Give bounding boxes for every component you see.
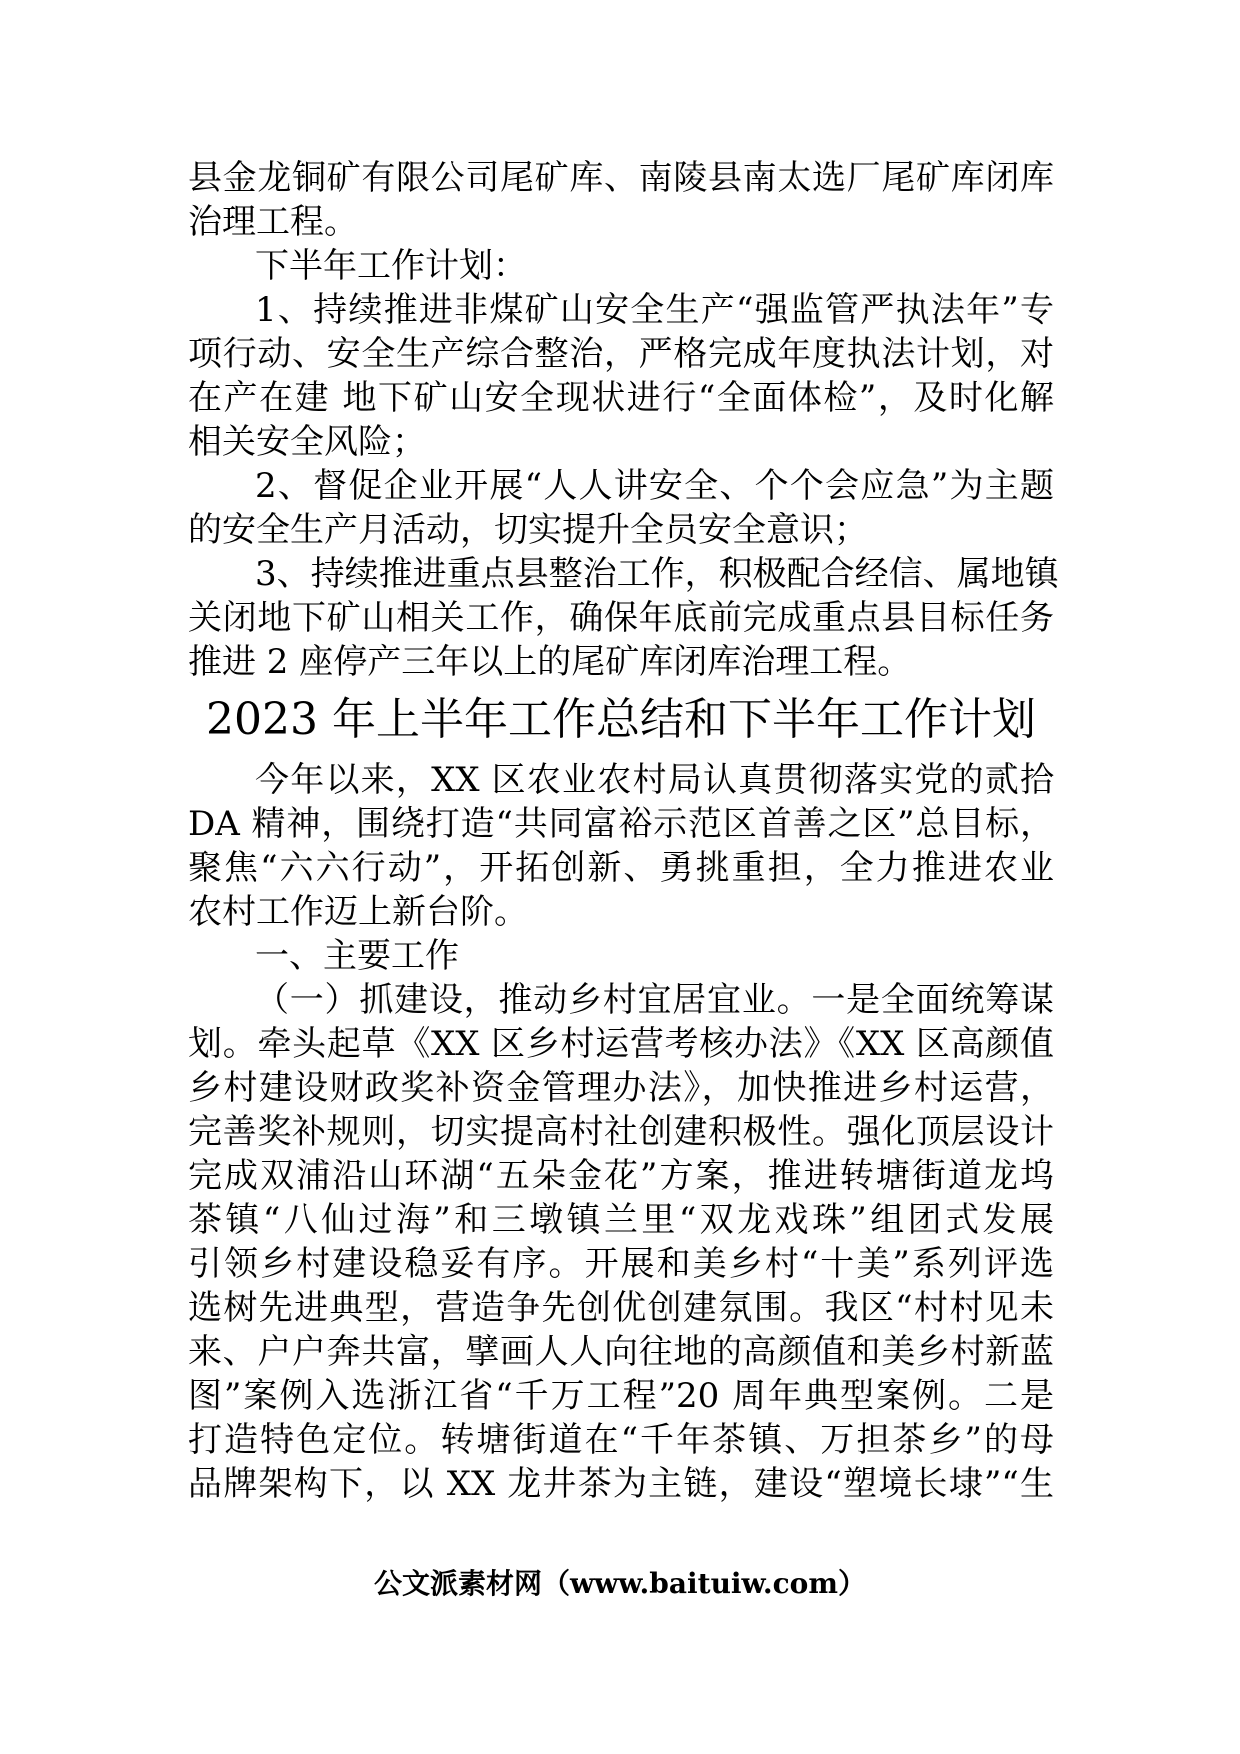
paragraph-line: 推进 2 座停产三年以上的尾矿库闭库治理工程。 (188, 642, 912, 682)
paragraph-line: DA 精神，围绕打造“共同富裕示范区首善之区”总目标， (188, 804, 1054, 844)
paragraph-line: 项行动、安全生产综合整治，严格完成年度执法计划，对 (188, 334, 1054, 374)
paragraph-line: 的安全生产月活动，切实提升全员安全意识； (188, 510, 868, 550)
paragraph-line: 打造特色定位。转塘街道在“千年茶镇、万担茶乡”的母 (188, 1420, 1054, 1460)
paragraph-line: 县金龙铜矿有限公司尾矿库、南陵县南太选厂尾矿库闭库 (188, 158, 1054, 198)
paragraph-line: 农村工作迈上新台阶。 (188, 892, 528, 932)
paragraph-line: 完成双浦沿山环湖“五朵金花”方案，推进转塘街道龙坞 (188, 1156, 1054, 1196)
paragraph-line: 品牌架构下，以 XX 龙井茶为主链，建设“塑境长埭”“生 (188, 1464, 1054, 1504)
paragraph-line: 在产在建 地下矿山安全现状进行“全面体检”，及时化解 (188, 378, 1054, 418)
paragraph-line: 完善奖补规则，切实提高村社创建积极性。强化顶层设计 (188, 1112, 1054, 1152)
article-title: 2023 年上半年工作总结和下半年工作计划 (206, 694, 1036, 745)
paragraph-line: （一）抓建设，推动乡村宜居宜业。一是全面统筹谋 (255, 980, 1054, 1020)
paragraph-line: 聚焦“六六行动”，开拓创新、勇挑重担，全力推进农业 (188, 848, 1054, 888)
paragraph-line: 相关安全风险； (188, 422, 426, 462)
paragraph-line: 2、督促企业开展“人人讲安全、个个会应急”为主题 (255, 466, 1054, 506)
footer-source: 公文派素材网（www.baituiw.com） (374, 1567, 866, 1600)
paragraph-line: 乡村建设财政奖补资金管理办法》，加快推进乡村运营， (188, 1068, 1054, 1108)
paragraph-line: 关闭地下矿山相关工作，确保年底前完成重点县目标任务 (188, 598, 1054, 638)
section-heading: 一、主要工作 (255, 936, 459, 976)
paragraph-line: 治理工程。 (188, 202, 358, 242)
paragraph-line: 划。牵头起草《XX 区乡村运营考核办法》《XX 区高颜值 (188, 1024, 1054, 1064)
paragraph-line: 来、户户奔共富，擘画人人向往地的高颜值和美乡村新蓝 (188, 1332, 1054, 1372)
paragraph-line: 1、持续推进非煤矿山安全生产“强监管严执法年”专 (255, 290, 1054, 330)
plan-heading: 下半年工作计划： (255, 246, 527, 286)
paragraph-line: 今年以来，XX 区农业农村局认真贯彻落实党的贰拾 (255, 760, 1054, 800)
paragraph-line: 图”案例入选浙江省“千万工程”20 周年典型案例。二是 (188, 1376, 1054, 1416)
paragraph-line: 茶镇“八仙过海”和三墩镇兰里“双龙戏珠”组团式发展 (188, 1200, 1054, 1240)
paragraph-line: 引领乡村建设稳妥有序。开展和美乡村“十美”系列评选 (188, 1244, 1054, 1284)
paragraph-line: 3、持续推进重点县整治工作，积极配合经信、属地镇 (255, 554, 1059, 594)
paragraph-line: 选树先进典型，营造争先创优创建氛围。我区“村村见未 (188, 1288, 1054, 1328)
